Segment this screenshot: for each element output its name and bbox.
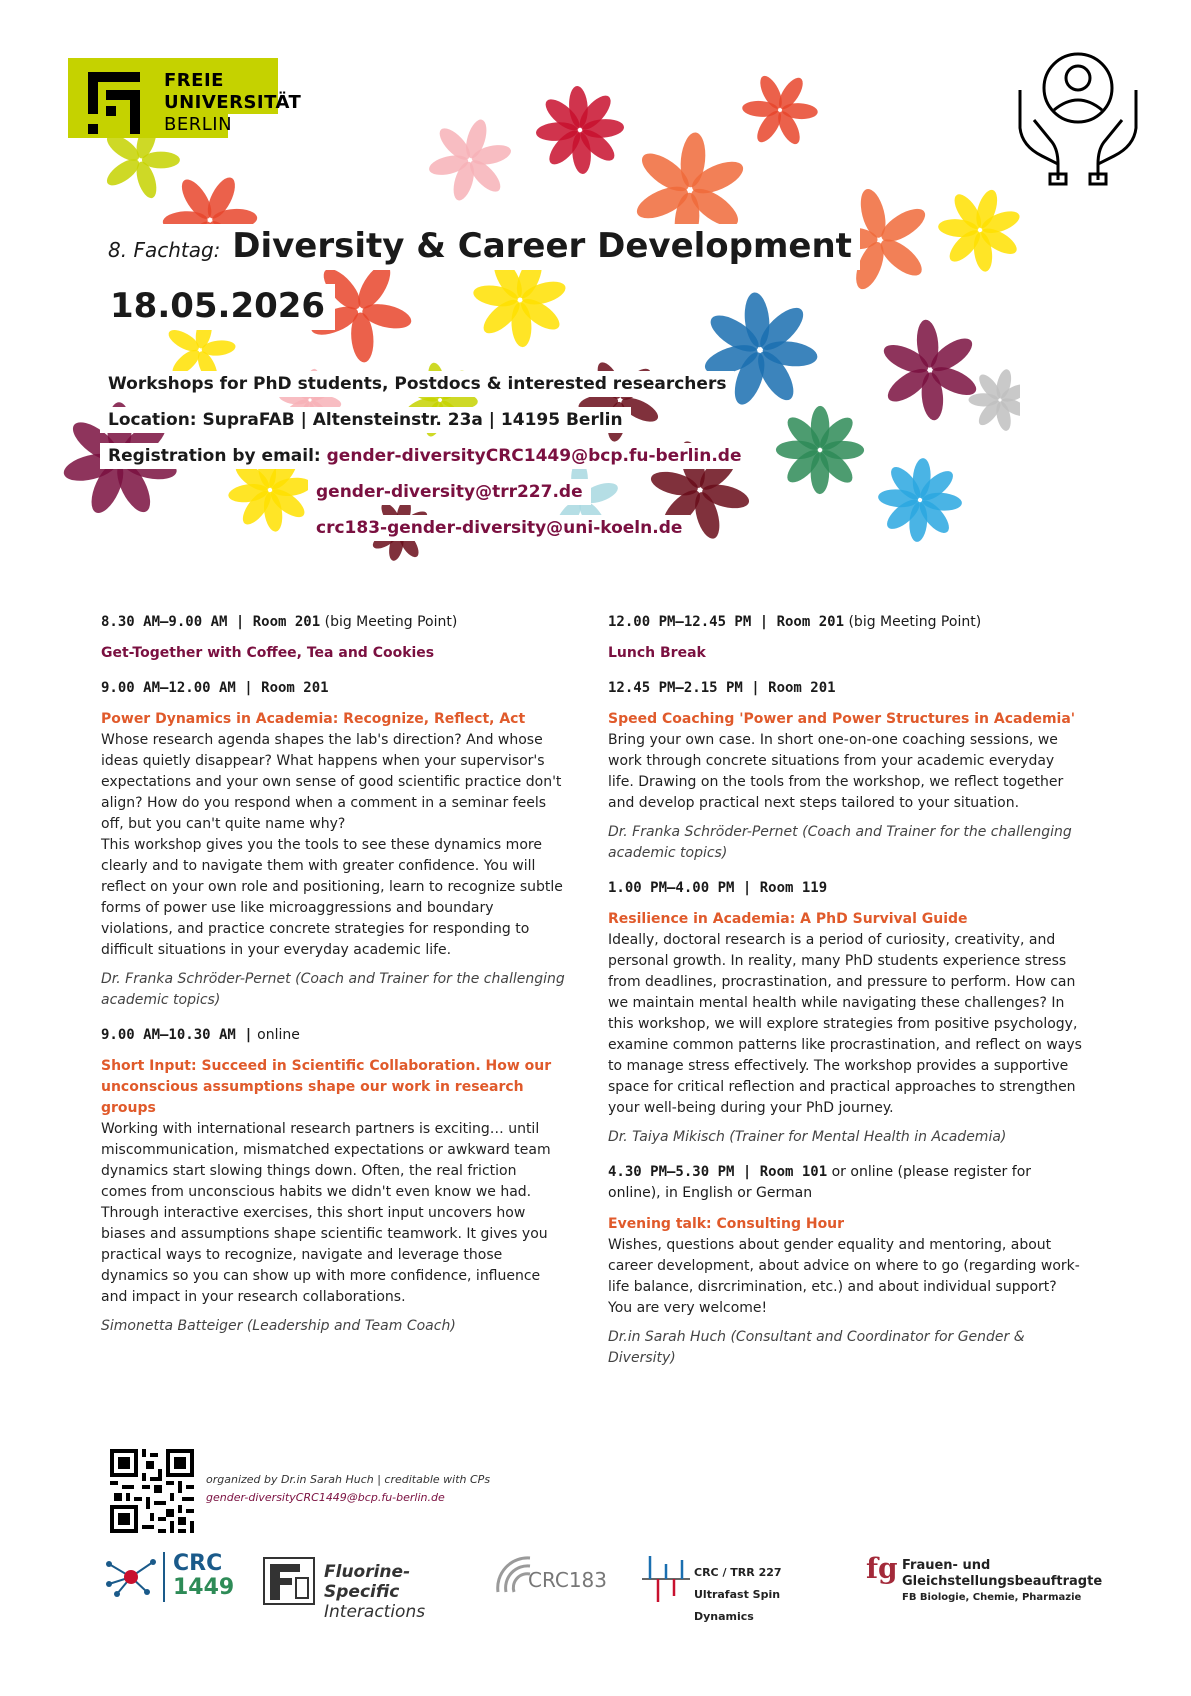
fg-mark: fg (866, 1552, 898, 1585)
schedule-item (608, 878, 1083, 1148)
schedule-item (608, 678, 1083, 864)
session-speaker: Dr.in Sarah Huch (Consultant and Coordinator for Gender & Diversity) (608, 1329, 1025, 1366)
session-title: Evening talk: Consulting Hour (608, 1216, 845, 1232)
schedule-left-column (101, 612, 566, 1351)
flower-shape (742, 73, 818, 148)
session-title: Speed Coaching 'Power and Power Structures in Academia' (608, 711, 1076, 727)
session-time: 9.00 AM–10.30 AM | online (101, 1027, 300, 1043)
event-date: 18.05.2026 (100, 284, 335, 330)
session-description: Wishes, questions about gender equality and mentoring, about career development, about advice on where to go (regarding work-life balance, disrcrimination, etc.) and about individual support? You are very welcome! (608, 1237, 1080, 1316)
schedule-item (101, 1025, 566, 1337)
flower-shape (776, 406, 864, 494)
registration-line: Registration by email: gender-diversityCRC1449@bcp.fu-berlin.de (100, 443, 750, 469)
fluorine-f-icon (262, 1552, 318, 1606)
flower-shape (427, 117, 513, 203)
registration-email-1[interactable]: gender-diversityCRC1449@bcp.fu-berlin.de (326, 446, 742, 466)
flower-shape (937, 187, 1020, 272)
schedule-item (101, 612, 566, 664)
session-time: 12.00 PM–12.45 PM | Room 201 (big Meeting Point) (608, 614, 982, 630)
schedule-right-column (608, 612, 1083, 1383)
crc183-label: CRC183 (528, 1568, 608, 1592)
flower-shape (535, 85, 624, 174)
session-time: 12.45 PM–2.15 PM | Room 201 (608, 680, 836, 696)
session-title: Power Dynamics in Academia: Recognize, Reflect, Act (101, 711, 526, 727)
session-speaker: Dr. Taiya Mikisch (Trainer for Mental Health in Academia) (608, 1129, 1007, 1145)
session-description: Working with international research partners is exciting… until miscommunication, mismatched expectations or awkward team dynamics start slowing things down. Often, the real friction comes from unconscious habits we didn't even know we had. Through interactive exercises, this short input uncovers how biases and assumptions shape scientific teamwork. It gives you practical ways to recognize, navigate and leverage those dynamics so you can show up with more confidence, influence and impact in your research collaborations. (101, 1121, 551, 1305)
fu-mark-icon (88, 72, 140, 134)
fluorine-specific-interactions-logo (262, 1552, 462, 1622)
registration-email-2[interactable]: gender-diversity@trr227.de (308, 479, 591, 505)
session-title: Short Input: Succeed in Scientific Collaboration. How our unconscious assumptions shape our work in research groups (101, 1058, 552, 1116)
gleichstellung-label: Frauen- und Gleichstellungsbeauftragte FB Biologie, Chemie, Pharmazie (902, 1558, 1103, 1603)
crc1449-network-icon (103, 1554, 159, 1600)
schedule-item (101, 678, 566, 1011)
flower-shape (968, 368, 1020, 432)
spin-arrows-icon (642, 1552, 690, 1606)
location-line: Location: SupraFAB | Altensteinstr. 23a | 14195 Berlin (100, 407, 631, 433)
caring-hands-person-icon (1012, 46, 1144, 186)
flower-shape (877, 457, 962, 542)
session-time: 1.00 PM–4.00 PM | Room 119 (608, 880, 828, 896)
session-title: Lunch Break (608, 645, 706, 661)
crc1449-logo (103, 1552, 233, 1604)
session-description: Whose research agenda shapes the lab's direction? And whose ideas quietly disappear? What happens when your supervisor's expectations and your own sense of good scientific practice don't align? How do you respond when a comment in a seminar feels off, but you can't quite name why? This workshop gives you the tools to see these dynamics more clearly and to navigate them with greater confidence. You will reflect on your own role and positioning, learn to recognize subtle forms of power use like microaggressions and boundary violations, and practice concrete strategies for responding to difficult situations in your everyday academic life. (101, 732, 563, 958)
organizer-text: organized by Dr.in Sarah Huch | creditable with CPs (206, 1473, 491, 1486)
gleichstellung-logo (866, 1552, 1106, 1606)
trr227-label: CRC / TRR 227 Ultrafast Spin Dynamics (694, 1566, 782, 1623)
organizer-email[interactable]: gender-diversityCRC1449@bcp.fu-berlin.de (206, 1491, 445, 1504)
session-time: 9.00 AM–12.00 AM | Room 201 (101, 680, 329, 696)
crc1449-label: CRC 1449 (173, 1551, 235, 1600)
session-time: 4.30 PM–5.30 PM | Room 101 or online (please register for online), in English or German (608, 1164, 1032, 1201)
schedule-item (608, 1162, 1083, 1369)
schedule-item (608, 612, 1083, 664)
organizer-info (110, 1449, 530, 1529)
session-speaker: Dr. Franka Schröder-Pernet (Coach and Trainer for the challenging academic topics) (101, 971, 565, 1008)
trr227-logo (642, 1552, 842, 1623)
flower-shape (880, 319, 980, 421)
session-speaker: Dr. Franka Schröder-Pernet (Coach and Trainer for the challenging academic topics) (608, 824, 1072, 861)
registration-email-3[interactable]: crc183-gender-diversity@uni-koeln.de (308, 515, 690, 541)
session-description: Ideally, doctoral research is a period of curiosity, creativity, and personal growth. In reality, many PhD students experience stress from deadlines, procrastination, and pressure to perform. How can we maintain mental health while navigating these challenges? In this workshop, we will explore strategies from positive psychology, examine common patterns like procrastination, and reflect on ways to manage stress effectively. The workshop provides a supportive space for critical reflection and practical approaches to strengthen your well-being during your PhD journey. (608, 932, 1082, 1116)
session-speaker: Simonetta Batteiger (Leadership and Team Coach) (101, 1318, 456, 1334)
session-time: 8.30 AM–9.00 AM | Room 201 (big Meeting Point) (101, 614, 458, 630)
audience-line: Workshops for PhD students, Postdocs & interested researchers (100, 371, 734, 397)
session-title: Resilience in Academia: A PhD Survival Guide (608, 911, 968, 927)
qr-code-icon[interactable] (110, 1449, 194, 1533)
session-title: Get-Together with Coffee, Tea and Cookies (101, 645, 435, 661)
session-description: Bring your own case. In short one-on-one coaching sessions, we work through concrete situations from your academic everyday life. Drawing on the tools from the workshop, we reflect together and develop practical next steps tailored to your situation. (608, 732, 1064, 811)
fu-berlin-logo (68, 58, 302, 150)
fu-logo-text: FREIE UNIVERSITÄT BERLIN (164, 70, 302, 135)
fluorine-label: Fluorine-Specific Interactions (324, 1562, 426, 1622)
crc183-logo (490, 1552, 610, 1606)
event-title: 8. Fachtag: Diversity & Career Development (100, 224, 860, 270)
